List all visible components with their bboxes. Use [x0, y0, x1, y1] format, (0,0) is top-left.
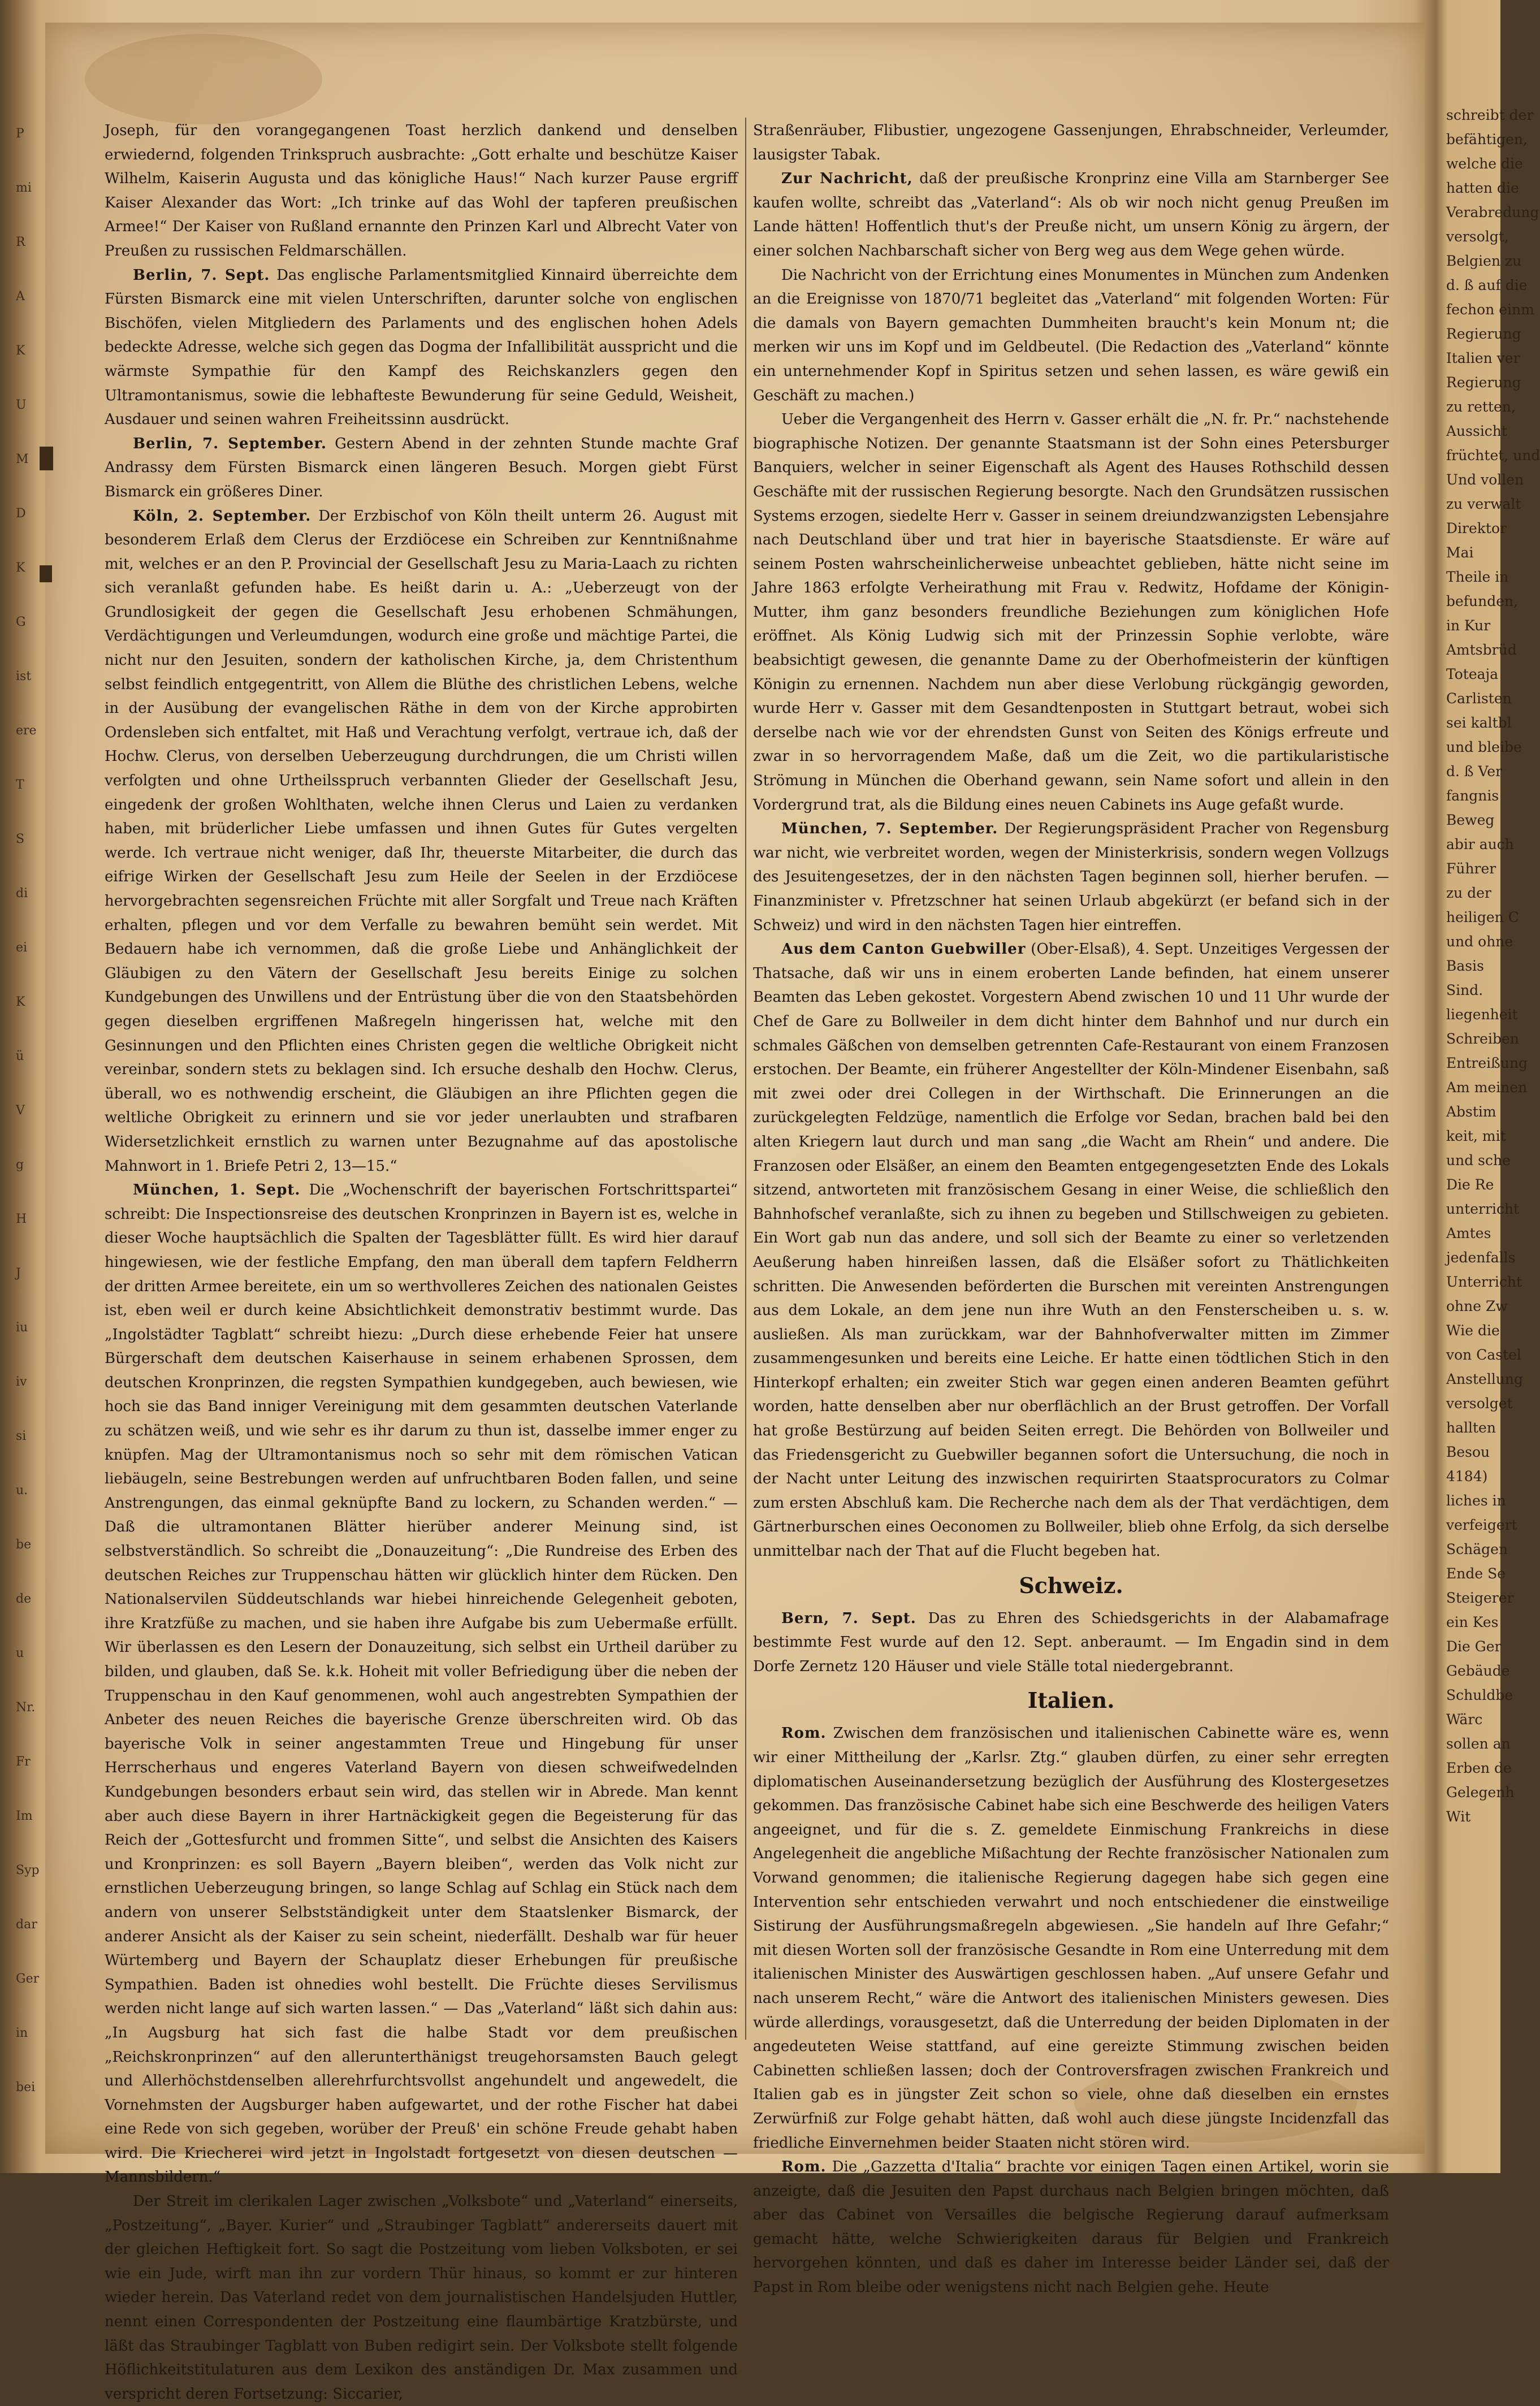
edge-fragment: G — [16, 615, 26, 629]
edge-fragment: Toteaja — [1446, 666, 1499, 682]
dateline: München, 1. Sept. — [133, 1182, 301, 1199]
edge-fragment: Fr — [16, 1755, 31, 1769]
article-paragraph — [105, 2189, 738, 2406]
edge-fragment: Belgien zu — [1446, 253, 1522, 269]
edge-fragment: und sche — [1446, 1152, 1511, 1169]
paragraph-text: Die „Wochenschrift der bayerischen Fortschrittspartei“ schreibt: Die Inspectionsreise des deutschen Kronprinzen in Bayern ist es, welche in dieser Woche hauptsächlich die Spalten der Tagesblätter füllt. Es wird hier darauf hingewiesen, wie der festliche Empfang, den man überall dem tapfern Feldherrn der dritten Armee bereitete, ein um so werthvolleres Zeichen des nationalen Geistes ist, eben weil er durch keine Absichtlichkeit demonstrativ bestimmt wurde. Das „Ingolstädter Tagblatt“ schreibt hiezu: „Durch diese erhebende Feier hat unsere Bürgerschaft dem deutschen Kaiserhause in seinem erhabenen Sprossen, dem deutschen Kronprinzen, die regsten Sympathien kundgegeben, auch bewiesen, wie hoch sie das Band inniger Vereinigung mit dem gesammten deutschen Vaterlande zu schätzen weiß, und wie sehr es ihr darum zu thun ist, dasselbe immer enger zu knüpfen. Mag der Ultramontanismus noch so sehr mit dem römischen Vatican liebäugeln, seine Bestrebungen werden auf unfruchtbaren Boden fallen, und seine Anstrengungen, das einmal geknüpfte Band zu lockern, zu Schanden werden.“ — Daß die ultramontanen Blätter hierüber anderer Meinung sind, ist selbstverständlich. So schreibt die „Donauzeitung“: „Die Rundreise des Erben des deutschen Reiches zur Truppenschau hätten wir glücklich hinter dem Rücken. Den Nationalservilen Süddeutschlands war hiebei hinreichende Gelegenheit geboten, ihre Kratzfüße zu machen, und sie haben ihre Aufgabe bis zum Uebermaße erfüllt. Wir überlassen es den Lesern der Donauzeitung, sich selbst ein Urtheil darüber zu bilden, und glauben, daß Se. k.k. Hoheit mit voller Befriedigung über die neben der Truppenschau in den Kauf genommenen, wohl auch angestrebten Sympathien der Anbeter des neuen Reiches die bayerische Grenze überschreiten wird. Ob das bayerische Volk in seiner angestammten Treue und Hingebung für unser Herrscherhaus und engeres Vaterland Bayern von diesen schweifwedelnden Kundgebungen besonders erbaut sein wird, das stellen wir in Abrede. Man kennt aber auch diese Bayern in ihrer Hartnäckigkeit gegen die Begeisterung für das Reich der „Gottesfurcht und frommen Sitte“, und selbst die Ansichten des Kaisers und Kronprinzen: es soll Bayern „Bayern bleiben“, werden das Volk nicht zur ernstlichen Ueberzeugung bringen, so lange Schlag auf Schlag ein Stück nach dem andern von unserer Selbstständigkeit unter dem Staatslenker Bismarck, der anderer Ansicht als der Kaiser zu sein scheint, niederfällt. Deshalb war für heuer Würtemberg und Bayern der Schauplatz dieser Erhebungen für preußische Sympathien. Baden ist ohnedies wohl bestellt. Die Früchte dieses Servilismus werden nicht lange auf sich warten lassen.“ — Das „Vaterland“ läßt sich dahin aus: „In Augsburg hat sich fast die halbe Stadt vor dem preußischen „Reichskronprinzen“ auf den allerunterthänigst treugehorsamsten Bauch gelegt und Allerhöchstdenselben allerehrfurchtsvollst angehundelt und angewedelt, die Vornehmsten der Augsburger haben aufgewartet, und der rothe Fischer hat dabei eine Rede von sich gegeben, worüber der Preuß' ein schöne Freude gehabt haben wird. Die Kriecherei wird jetzt in Ingolstadt fortgesetzt von diesen deutschen — Mannsbildern.“ — [105, 1182, 738, 2186]
edge-fragment: bei — [16, 2080, 36, 2095]
edge-fragment: Amtes — [1446, 1225, 1491, 1241]
edge-fragment: D — [16, 507, 26, 521]
edge-fragment: iv — [16, 1375, 27, 1389]
edge-fragment: ei — [16, 941, 28, 955]
edge-fragment: Die Re — [1446, 1176, 1494, 1193]
edge-fragment: Sind. — [1446, 982, 1483, 998]
edge-fragment: P — [16, 127, 24, 141]
paragraph-text: Das englische Parlamentsmitglied Kinnaird überreichte dem Fürsten Bismarck eine mit vielen Unterschriften, darunter solche von englischen Bischöfen, vielen Mitgliedern des Parlaments und des englischen hohen Adels bedeckte Adresse, welche sich gegen das Dogma der Infallibilität ausspricht und die wärmste Sympathie für den Kampf des Reichskanzlers gegen den Ultramontanismus, sowie die lebhafteste Bewunderung für seine Geduld, Weisheit, Ausdauer und seinen wahren Freiheitssinn ausdrückt. — [105, 266, 738, 429]
article-paragraph — [753, 263, 1389, 408]
paragraph-text: (Ober-Elsaß), 4. Sept. Unzeitiges Vergessen der Thatsache, daß wir uns in einem eroberten Lande befinden, hat einem unserer Beamten das Leben gekostet. Vorgestern Abend zwischen 10 und 11 Uhr wurde der Chef de Gare zu Bollweiler in dem dicht hinter dem Bahnhof und nur durch ein schmales Gäßchen von demselben getrennten Cafe-Restaurant von einem Franzosen erstochen. Der Beamte, ein früherer Angestellter der Köln-Mindener Eisenbahn, saß mit zwei oder drei Collegen in der Wirthschaft. Die Erinnerungen an die zurückgelegten Feldzüge, namentlich die Erfolge vor Sedan, brachen bald bei den alten Kriegern laut durch und man sang „die Wacht am Rhein“ und andere. Die Franzosen oder Elsäßer, an einem den Beamten entgegengesetzten Ende des Lokals sitzend, antworteten mit französischem Gesang in einer Weise, die schließlich den Bahnhofschef veranlaßte, sich zu ihnen zu begeben und Stillschweigen zu gebieten. Ein Wort gab nun das andere, und soll sich der Beamte zu einer so verletzenden Aeußerung haben hinreißen lassen, daß die Elsäßer sofort zu Thätlichkeiten schritten. Die Anwesenden beförderten die Burschen mit vereinten Anstrengungen aus dem Lokale, an dem jene nun ihre Wuth an den Fensterscheiben u. s. w. ausließen. Als man zurückkam, war der Bahnhofverwalter mitten im Zimmer zusammengesunken und bereits eine Leiche. Er hatte einen tödtlichen Stich in den Hinterkopf erhalten; ein zweiter Stich war gegen einen anderen Beamten geführt worden, hatte denselben aber nur oberflächlich an der Brust getroffen. Der Vorfall hat große Bestürzung auf beiden Seiten erregt. Die Behörden von Bollweiler und das Friedensgericht zu Guebwiller begannen sofort die Untersuchung, die noch in der Nacht unter Leitung des inzwischen requirirten Staatsprocurators zu Colmar zum ersten Abschluß kam. Die Recherche nach dem als der That verdächtigen, dem Gärtnerburschen eines Oeconomen zu Bollweiler, blieb ohne Erfolg, da sich derselbe unmittelbar nach der That auf die Flucht begeben hat. — [753, 941, 1389, 1560]
paragraph-text: Der Streit im clerikalen Lager zwischen „Volksbote“ und „Vaterland“ einerseits, „Postzeitung“, „Bayer. Kurier“ und „Straubinger Tagblatt“ andererseits dauert mit der gleichen Heftigkeit fort. So sagt die Postzeitung vom lieben Volksboten, er sei wie ein Jude, wirft man ihn zur vordern Thür hinaus, so kommt er zur hinteren wieder herein. Das Vaterland redet von dem journalistischen Handelsjuden Huttler, nennt einen Correspondenten der Postzeitung eine flaumbärtige Kratzbürste, und läßt das Straubinger Tagblatt von Buben redigirt sein. Der Volksbote stellt folgende Höflichkeitstitulaturen aus dem Lexikon des anständigen Dr. Max zusammen und verspricht deren Fortsetzung: Siccarier, — [105, 2193, 738, 2403]
column-rule — [745, 118, 746, 2040]
edge-fragment: Mai — [1446, 544, 1474, 561]
edge-fragment: Wärc — [1446, 1711, 1483, 1728]
paragraph-text: Gestern Abend in der zehnten Stunde machte Graf Andrassy dem Fürsten Bismarck einen längeren Besuch. Morgen giebt Fürst Bismarck ein größeres Diner. — [105, 435, 738, 500]
dateline: Rom. — [781, 2158, 827, 2176]
article-paragraph — [753, 408, 1389, 817]
edge-fragment: ein Kes — [1446, 1614, 1499, 1630]
edge-fragment: Aussicht — [1446, 423, 1507, 439]
dateline: München, 7. September. — [781, 820, 998, 838]
edge-fragment: d. ß Ver — [1446, 763, 1503, 780]
edge-fragment: u. — [16, 1483, 28, 1498]
edge-fragment: befunden, — [1446, 593, 1519, 609]
edge-fragment: Schreiben — [1446, 1031, 1519, 1047]
edge-fragment: und bleibe — [1446, 739, 1522, 755]
edge-fragment: S — [16, 832, 25, 846]
edge-fragment: jedenfalls — [1446, 1249, 1516, 1266]
section-heading: Schweiz. — [1019, 1572, 1123, 1598]
article-paragraph — [105, 263, 738, 432]
dateline: Berlin, 7. September. — [133, 435, 327, 452]
edge-fragment: Regierung — [1446, 374, 1521, 391]
paragraph-text: Die Nachricht von der Errichtung eines Monumentes in München zum Andenken an die Ereignisse von 1870/71 begleitet das „Vaterland“ mit folgenden Worten: Für die damals von Bayern gemachten Dummheiten braucht's kein Monum nt; die merken wir uns im Kopf und im Geldbeutel. (Die Redaction des „Vaterland“ könnte ein unternehmender Kopf in Spiritus setzen und sehen lassen, es wäre gewiß ein Geschäft zu machen.) — [753, 266, 1389, 404]
edge-fragment: welche die — [1446, 155, 1523, 172]
edge-fragment: Amtsbrüd — [1446, 642, 1517, 658]
edge-fragment: Schuldbe — [1446, 1687, 1513, 1703]
edge-fragment: und ohne — [1446, 933, 1513, 950]
edge-fragment: Syp — [16, 1863, 40, 1877]
edge-fragment: von Castel — [1446, 1347, 1521, 1363]
paragraph-text: Zwischen dem französischen und italienischen Cabinette wäre es, wenn wir einer Mittheilung der „Karlsr. Ztg.“ glauben dürfen, zu einer sehr erregten diplomatischen Auseinandersetzung bezüglich der Ausführung des Klostergesetzes gekommen. Das französische Cabinet habe sich eine Beschwerde des heiligen Vaters angeeignet, und für die s. Z. gemeldete Einmischung Frankreichs in diese Angelegenheit die angebliche Mißachtung der Rechte französischer Nationalen zum Vorwand genommen; die italienische Regierung dagegen habe sich gegen eine Intervention sehr entschieden verwahrt und noch entschiedener die einstweilige Sistirung der Ausführungsmaßregeln abgewiesen. „Sie handeln auf Ihre Gefahr;“ mit diesen Worten soll der französische Gesandte in Rom eine Unterredung mit dem italienischen Minister des Auswärtigen geschlossen haben. „Auf unsere Gefahr und nach unserem Recht,“ wäre die Antwort des italienischen Ministers gewesen. Dies würde allerdings, vorausgesetzt, daß die Unterredung der beiden Diplomaten in der angedeuteten Weise stattfand, auf eine gereizte Stimmung zwischen beiden Cabinetten schließen lassen; doch der Controversfragen zwischen Frankreich und Italien gab es in jüngster Zeit schon so viele, ohne daß dieselben ein ernstes Zerwürfniß zur Folge gehabt hätten, daß wohl auch diese jüngste Incidenzfall das friedliche Einvernehmen beider Staaten nicht stören wird. — [753, 1725, 1389, 2152]
edge-fragment: fangnis — [1446, 787, 1499, 804]
edge-fragment: heiligen C — [1446, 909, 1519, 925]
edge-fragment: Ger — [16, 1972, 40, 1986]
edge-fragment: abir auch — [1446, 836, 1514, 853]
edge-fragment: versolget — [1446, 1395, 1513, 1412]
edge-fragment: schreibt der — [1446, 107, 1534, 123]
edge-fragment: Basis — [1446, 958, 1484, 974]
edge-fragment: 4184) — [1446, 1468, 1488, 1485]
edge-fragment: in Kur — [1446, 617, 1491, 634]
edge-fragment: liegenheit — [1446, 1006, 1518, 1023]
dateline: Berlin, 7. Sept. — [133, 266, 270, 284]
edge-fragment: Carlisten — [1446, 690, 1512, 707]
edge-fragment: Regierung — [1446, 326, 1521, 342]
edge-fragment: Besou — [1446, 1444, 1490, 1460]
edge-fragment: Italien ver — [1446, 350, 1520, 366]
edge-fragment: M — [16, 452, 29, 466]
edge-fragment: sollen an — [1446, 1736, 1511, 1752]
column-left — [105, 119, 738, 2406]
dateline: Bern, 7. Sept. — [781, 1609, 916, 1627]
dateline: Zur Nachricht, — [781, 170, 913, 188]
article-paragraph — [105, 432, 738, 504]
paragraph-text: daß der preußische Kronprinz eine Villa am Starnberger See kaufen wollte, schreibt das „Vaterland“: Als ob wir noch nicht genug Preußen im Lande hätten! Hoffentlich thut's der Preuße nicht, um unsern König zu ärgern, der einer solchen Nachbarschaft sicher von Berg weg aus dem Wege gehen würde. — [753, 170, 1389, 259]
edge-fragment: Abstim — [1446, 1104, 1496, 1120]
article-paragraph — [753, 817, 1389, 937]
article-paragraph — [105, 1178, 738, 2189]
edge-fragment: Nr. — [16, 1700, 36, 1715]
edge-fragment: Wie die — [1446, 1322, 1500, 1339]
paragraph-text: Der Regierungspräsident Pracher von Regensburg war nicht, wie verbreitet worden, wegen der Ministerkrisis, sondern wegen Vollzugs des Jesuitengesetzes, der in den nächsten Tagen beginnen soll, hierher berufen. — Finanzminister v. Pfretzschner hat seinen Urlaub abgekürzt (er befand sich in der Schweiz) und wird in den nächsten Tagen hier eintreffen. — [753, 820, 1390, 934]
paragraph-text: Das zu Ehren des Schiedsgerichts in der Alabamafrage bestimmte Fest wurde auf den 12. Sept. anberaumt. — Im Engadin sind in dem Dorfe Zernetz 120 Häuser und viele Ställe total niedergebrannt. — [753, 1609, 1389, 1675]
edge-fragment: de — [16, 1592, 32, 1606]
edge-fragment: g — [16, 1158, 24, 1172]
edge-fragment: di — [16, 886, 28, 901]
edge-fragment: d. ß auf die — [1446, 277, 1528, 293]
article-paragraph — [753, 1607, 1389, 1679]
article-paragraph — [753, 167, 1389, 263]
paragraph-text: Straßenräuber, Flibustier, ungezogene Gassenjungen, Ehrabschneider, Verleumder, lausigster Tabak. — [753, 122, 1389, 163]
edge-fragment: Und vollen — [1446, 471, 1524, 488]
edge-fragment: ohne Zw — [1446, 1298, 1508, 1314]
edge-fragment: ü — [16, 1049, 24, 1063]
edge-fragment: Direktor — [1446, 520, 1507, 536]
edge-fragment: J — [16, 1266, 21, 1280]
bleed-through-mark — [40, 447, 53, 470]
article-paragraph — [753, 1721, 1389, 2155]
edge-fragment: U — [16, 398, 27, 412]
column-right — [753, 119, 1389, 2300]
edge-fragment: be — [16, 1538, 32, 1552]
edge-fragment: Steigerer — [1446, 1590, 1514, 1606]
edge-fragment: Entreißung — [1446, 1055, 1528, 1071]
edge-fragment: fechon einm — [1446, 301, 1534, 318]
edge-fragment: hallten — [1446, 1420, 1496, 1436]
edge-fragment: keit, mit — [1446, 1128, 1506, 1144]
edge-fragment: Beweg — [1446, 812, 1495, 828]
paragraph-text: Der Erzbischof von Köln theilt unterm 26. August mit besonderem Erlaß dem Clerus der Erzdiöcese ein Schreiben zur Kenntnißnahme mit, welches er an den P. Provincial der Gesellschaft Jesu zu Maria-Laach zu richten sich veranlaßt gefunden habe. Es heißt darin u. A.: „Ueberzeugt von der Grundlosigkeit der gegen die Gesellschaft Jesu erhobenen Schmähungen, Verdächtigungen und Verleumdungen, wodurch eine große und mächtige Partei, die nicht nur den Jesuiten, sondern der katholischen Kirche, ja, dem Christenthum selbst feindlich entgegentritt, von Allem die Blüthe des christlichen Lebens, welche in der Ausübung der evangelischen Räthe in dem von der Kirche approbirten Ordensleben sich entfaltet, mit Haß und Verachtung verfolgt, vertraue ich, daß der Hochw. Clerus, von derselben Ueberzeugung durchdrungen, die um Christi willen verfolgten und ohne Urtheilsspruch verbannten Glieder der Gesellschaft Jesu, eingedenk der großen Wohlthaten, welche ihnen Clerus und Laien zu verdanken haben, mit brüderlicher Liebe umfassen und ihnen Gutes für Gutes vergelten werde. Ich vertraue nicht weniger, daß Ihr, theuerste Mitarbeiter, die durch das eifrige Wirken der Gesellschaft Jesu zum Heile der Seelen in der Erzdiöcese hervorgebrachten segensreichen Früchte mit aller Sorgfalt und Treue nach Kräften erhalten, pflegen und vor dem Verfalle zu bewahren bemüht sein werdet. Mit Bedauern habe ich vernommen, daß die große Liebe und Anhänglichkeit der Gläubigen zu den Vätern der Gesellschaft Jesu bereits Einige zu solchen Kundgebungen des Unwillens und der Entrüstung über die von den Staatsbehörden gegen dieselben ergriffenen Maßregeln hingerissen hat, welche mit den Gesinnungen und den Pflichten eines Christen gegen die weltliche Obrigkeit nicht vereinbar, sondern stets zu beklagen sind. Ich ersuche deshalb den Hochw. Clerus, überall, wo es nothwendig erscheint, die Gläubigen an ihre Pflichten gegen die weltliche Obrigkeit zu erinnern und sie vor jeder unerlaubten und strafbaren Widersetzlichkeit ernstlich zu warnen unter Bezugnahme auf das apostolische Mahnwort in 1. Briefe Petri 2, 13—15.“ — [105, 507, 738, 1175]
edge-fragment: V — [16, 1104, 25, 1118]
edge-fragment: Gebäude — [1446, 1663, 1510, 1679]
edge-fragment: K — [16, 344, 25, 358]
edge-fragment: K — [16, 561, 25, 575]
edge-fragment: liches in — [1446, 1492, 1506, 1509]
edge-fragment: zu retten, — [1446, 399, 1516, 415]
paragraph-text: Joseph, für den vorangegangenen Toast herzlich dankend und denselben erwiedernd, folgenden Trinkspruch ausbrachte: „Gott erhalte und beschütze Kaiser Wilhelm, Kaiserin Augusta und das königliche Haus!“ Nach kurzer Pause ergriff Kaiser Alexander das Wort: „Ich trinke auf das Wohl der tapferen preußischen Armee!“ Der Kaiser von Rußland ernannte den Prinzen Karl und Albrecht Vater von Preußen zu russischen Feldmarschällen. — [105, 122, 738, 259]
edge-fragment: Ende Se — [1446, 1565, 1506, 1582]
edge-fragment: Anstellung — [1446, 1371, 1524, 1387]
edge-fragment: Unterricht — [1446, 1274, 1522, 1290]
edge-fragment: befähtigen, — [1446, 131, 1528, 148]
article-paragraph — [753, 119, 1389, 167]
edge-fragment: sei kaltbl — [1446, 715, 1512, 731]
article-paragraph — [105, 504, 738, 1179]
edge-fragment: hatten die — [1446, 180, 1519, 196]
edge-fragment: Wit — [1446, 1808, 1471, 1825]
edge-fragment: u — [16, 1646, 24, 1660]
edge-fragment: A — [16, 289, 25, 304]
edge-fragment: Verabredung — [1446, 204, 1539, 220]
paragraph-text: Ueber die Vergangenheit des Herrn v. Gasser erhält die „N. fr. Pr.“ nachstehende biographische Notizen. Der genannte Staatsmann ist der Sohn eines Petersburger Banquiers, welcher in seiner Eigenschaft als Agent des Hauses Rothschild dessen Geschäfte mit der russischen Regierung besorgte. Nach den Grundsätzen russischen Systems erzogen, siedelte Herr v. Gasser in seinem dreiundzwanzigsten Lebensjahre nach Deutschland über und trat hier in bayerische Staatsdienste. Er wäre auf seinem Posten wahrscheinlicherweise unbeachtet geblieben, hätte nicht seine im Jahre 1863 erfolgte Verheirathung mit Frau v. Redwitz, Hofdame der Königin-Mutter, ihm ganz besonders freundliche Beziehungen zum königlichen Hofe eröffnet. Als König Ludwig sich mit der Prinzessin Sophie verlobte, wäre beabsichtigt gewesen, die genannte Dame zu der Oberhofmeisterin der künftigen Königin zu ernennen. Nachdem nun aber diese Verlobung rückgängig geworden, wurde Herr v. Gasser mit dem Gesandtenposten in Stuttgart betraut, wobei sich derselbe nach wie vor der ehrendsten Gunst von Seiten des Königs erfreute und zwar in so hervorragendem Maße, daß um die Zeit, wo die partikularistische Strömung in München die Oberhand gewann, sein Name sofort und allein in den Vordergrund trat, als die Bildung eines neuen Cabinets ins Auge gefaßt wurde. — [753, 411, 1389, 813]
article-paragraph — [753, 937, 1389, 1563]
right-page-edge-fragments — [1446, 105, 1540, 1970]
edge-fragment: Theile in — [1446, 569, 1509, 585]
edge-fragment: R — [16, 235, 25, 249]
edge-fragment: T — [16, 778, 24, 792]
edge-fragment: unterricht — [1446, 1201, 1520, 1217]
edge-fragment: K — [16, 995, 25, 1009]
edge-fragment: versolgt, — [1446, 228, 1509, 245]
edge-fragment: H — [16, 1212, 27, 1226]
edge-fragment: in — [16, 2026, 28, 2040]
article-paragraph — [105, 119, 738, 263]
edge-fragment: Erben de — [1446, 1760, 1512, 1776]
edge-fragment: Schägen — [1446, 1541, 1508, 1557]
edge-fragment: iu — [16, 1321, 28, 1335]
left-page-edge-fragments — [16, 124, 67, 2095]
edge-fragment: Führer — [1446, 860, 1496, 877]
edge-fragment: zu der — [1446, 885, 1491, 901]
edge-fragment: ist — [16, 669, 32, 683]
paragraph-text: Die „Gazzetta d'Italia“ brachte vor einigen Tagen einen Artikel, worin sie anzeigte, daß die Jesuiten den Papst durchaus nach Belgien bringen möchten, daß aber das Cabinet von Versailles die belgische Regierung darauf aufmerksam gemacht hätte, welche Schwierigkeiten daraus für Belgien und Frankreich hervorgehen könnten, und daß es daher im Interesse beider Länder sei, daß der Papst in Rom bleibe oder wenigstens nicht nach Belgien gehe. Heute — [753, 2158, 1389, 2296]
edge-fragment: Die Ger — [1446, 1638, 1502, 1655]
edge-fragment: dar — [16, 1918, 37, 1932]
edge-fragment: si — [16, 1429, 27, 1443]
dateline: Rom. — [781, 1725, 827, 1742]
edge-fragment: früchtet, und — [1446, 447, 1540, 464]
edge-fragment: ere — [16, 724, 37, 738]
edge-fragment: Am meinen — [1446, 1079, 1528, 1096]
edge-fragment: mi — [16, 181, 32, 195]
edge-fragment: Im — [16, 1809, 33, 1823]
dateline: Köln, 2. September. — [133, 507, 312, 525]
edge-fragment: Gelegenh — [1446, 1784, 1515, 1801]
article-paragraph — [753, 2155, 1389, 2300]
edge-fragment: verfeigert — [1446, 1517, 1517, 1533]
section-heading: Italien. — [1027, 1687, 1115, 1713]
paper-stain — [85, 34, 322, 124]
bleed-through-mark — [40, 565, 52, 582]
dateline: Aus dem Canton Guebwiller — [781, 941, 1026, 958]
edge-fragment: zu verwalt — [1446, 496, 1521, 512]
